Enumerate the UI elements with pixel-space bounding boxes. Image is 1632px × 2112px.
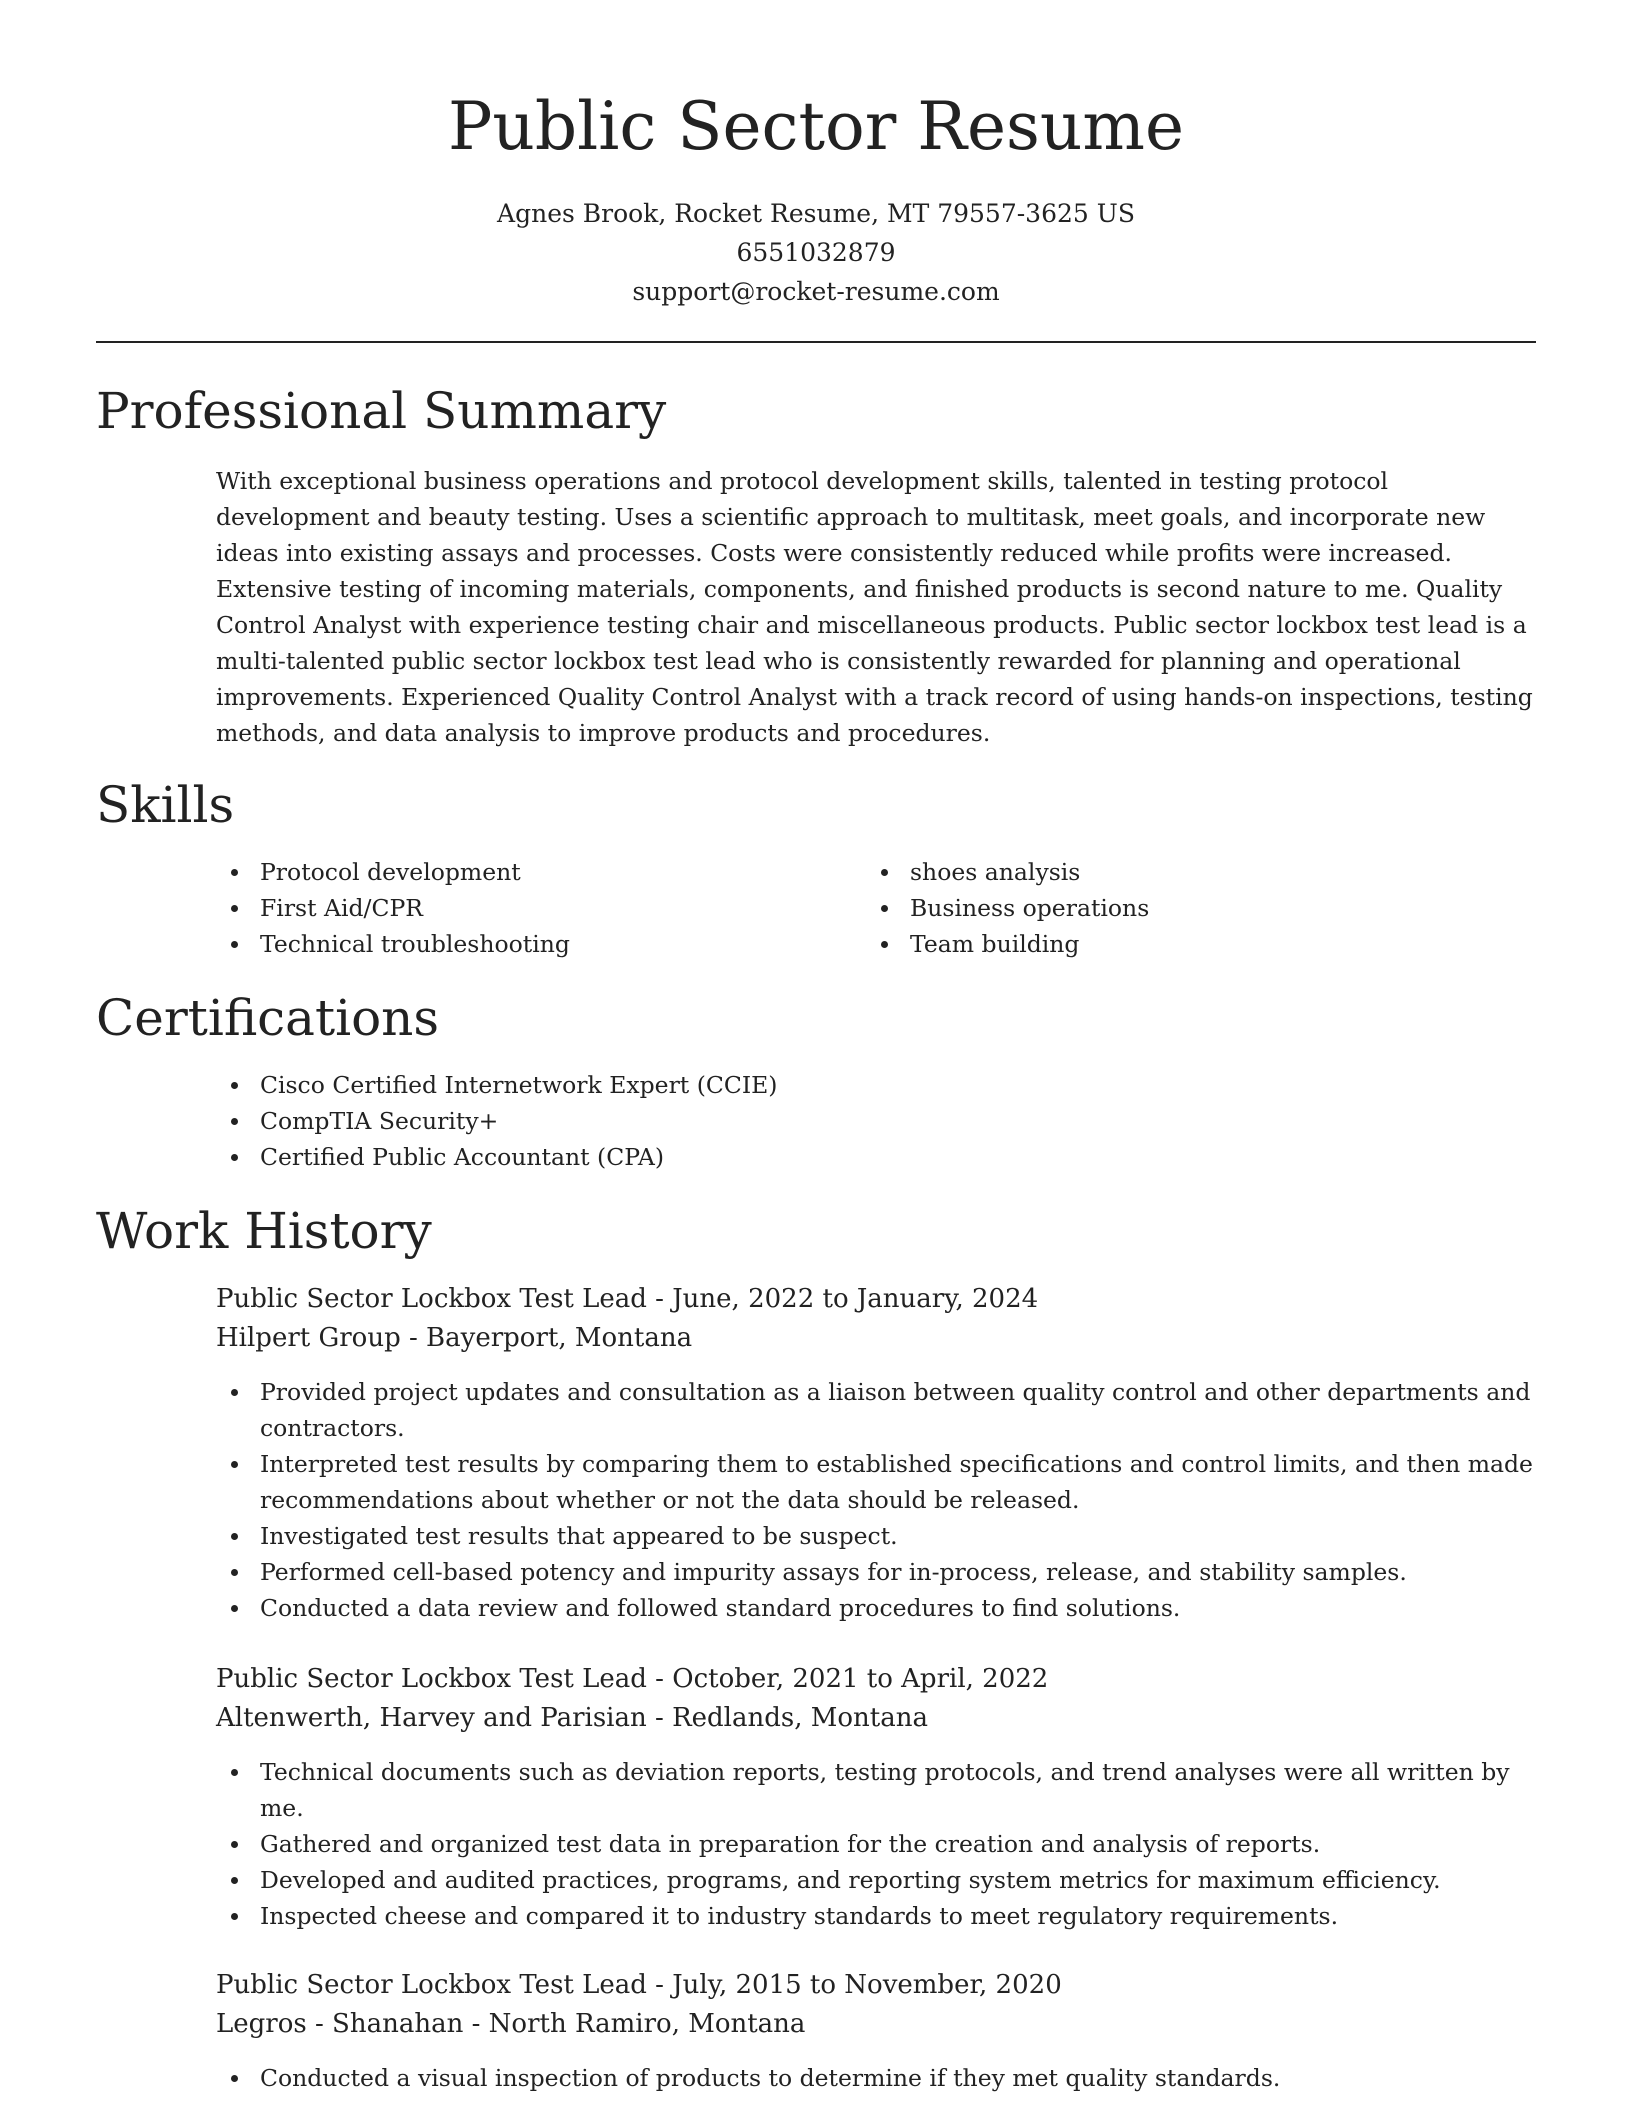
certifications-list: [216, 1067, 1538, 1175]
certification-item: Cisco Certified Internetwork Expert (CCIE): [216, 1067, 1538, 1103]
skills-list-left: [216, 854, 816, 962]
job-title: Public Sector Lockbox Test Lead: [216, 1284, 647, 1314]
skill-item: Technical troubleshooting: [216, 926, 816, 962]
summary-heading: Professional Summary: [96, 382, 667, 440]
job-bullet-list: [216, 2060, 1538, 2096]
job-bullet: Investigated test results that appeared to be suspect.: [216, 1518, 1538, 1554]
job-bullet: Gathered and organized test data in preparation for the creation and analysis of reports.: [216, 1826, 1538, 1862]
job-entry: [216, 1280, 1538, 1626]
contact-email: support@rocket-resume.com: [632, 277, 1000, 306]
job-dates: June, 2022 to January, 2024: [672, 1284, 1039, 1314]
work-history-heading: Work History: [96, 1202, 432, 1260]
job-bullet: Provided project updates and consultation as a liaison between quality control and other departments and contractors.: [216, 1374, 1538, 1446]
job-company: Hilpert Group: [216, 1323, 401, 1353]
job-employer: Altenwerth, Harvey and Parisian - Redlands, Montana: [216, 1703, 928, 1733]
header-divider: [96, 341, 1536, 343]
certifications-heading: Certifications: [96, 989, 440, 1047]
skill-item: shoes analysis: [866, 854, 1466, 890]
summary-text: With exceptional business operations and protocol development skills, talented in testing protocol development and beauty testing. Uses a scientific approach to multitask, meet goals, and incorporate new ideas into existing assays and processes. Costs were consistently reduced while profits were increased. Extensive testing of incoming materials, components, and finished products is second nature to me. Quality Control Analyst with experience testing chair and miscellaneous products. Public sector lockbox test lead is a multi-talented public sector lockbox test lead who is consistently rewarded for planning and operational improvements. Experienced Quality Control Analyst with a track record of using hands-on inspections, testing methods, and data analysis to improve products and procedures.: [216, 467, 1533, 747]
skill-item: Team building: [866, 926, 1466, 962]
job-title: Public Sector Lockbox Test Lead: [216, 1664, 647, 1694]
job-bullet: Performed cell-based potency and impurity assays for in-process, release, and stability samples.: [216, 1554, 1538, 1590]
job-bullet-list: [216, 1374, 1538, 1626]
job-entry: [216, 1660, 1538, 1934]
skill-item: Protocol development: [216, 854, 816, 890]
job-entry: [216, 1966, 1538, 2096]
job-heading: Public Sector Lockbox Test Lead - July, 2015 to November, 2020: [216, 1970, 1062, 2000]
job-bullet: Conducted a visual inspection of products to determine if they met quality standards.: [216, 2060, 1538, 2096]
job-title: Public Sector Lockbox Test Lead: [216, 1970, 647, 2000]
skills-list-right: [866, 854, 1466, 962]
job-location: Redlands, Montana: [672, 1703, 928, 1733]
job-bullet: Interpreted test results by comparing them to established specifications and control limits, and then made recommendations about whether or not the data should be released.: [216, 1446, 1538, 1518]
skills-heading: Skills: [96, 776, 235, 834]
skill-item: Business operations: [866, 890, 1466, 926]
job-heading: Public Sector Lockbox Test Lead - October, 2021 to April, 2022: [216, 1664, 1049, 1694]
job-company: Altenwerth, Harvey and Parisian: [216, 1703, 647, 1733]
job-employer: Legros - Shanahan - North Ramiro, Montana: [216, 2009, 806, 2039]
contact-block: [0, 194, 1632, 311]
certification-item: CompTIA Security+: [216, 1103, 1538, 1139]
contact-address: Agnes Brook, Rocket Resume, MT 79557-3625 US: [497, 199, 1135, 228]
page-title: Public Sector Resume: [447, 88, 1185, 165]
job-company: Legros - Shanahan: [216, 2009, 464, 2039]
job-location: North Ramiro, Montana: [488, 2009, 806, 2039]
job-location: Bayerport, Montana: [426, 1323, 693, 1353]
job-dates: October, 2021 to April, 2022: [672, 1664, 1049, 1694]
job-bullet: Developed and audited practices, programs, and reporting system metrics for maximum efficiency.: [216, 1862, 1538, 1898]
job-bullet: Inspected cheese and compared it to industry standards to meet regulatory requirements.: [216, 1898, 1538, 1934]
job-bullet: Conducted a data review and followed standard procedures to find solutions.: [216, 1590, 1538, 1626]
resume-header: [0, 0, 1632, 311]
job-employer: Hilpert Group - Bayerport, Montana: [216, 1323, 693, 1353]
job-heading: Public Sector Lockbox Test Lead - June, 2022 to January, 2024: [216, 1284, 1039, 1314]
job-bullet: Technical documents such as deviation reports, testing protocols, and trend analyses were all written by me.: [216, 1754, 1538, 1826]
contact-phone: 6551032879: [736, 238, 896, 267]
skill-item: First Aid/CPR: [216, 890, 816, 926]
certification-item: Certified Public Accountant (CPA): [216, 1139, 1538, 1175]
job-bullet-list: [216, 1754, 1538, 1934]
job-dates: July, 2015 to November, 2020: [672, 1970, 1062, 2000]
